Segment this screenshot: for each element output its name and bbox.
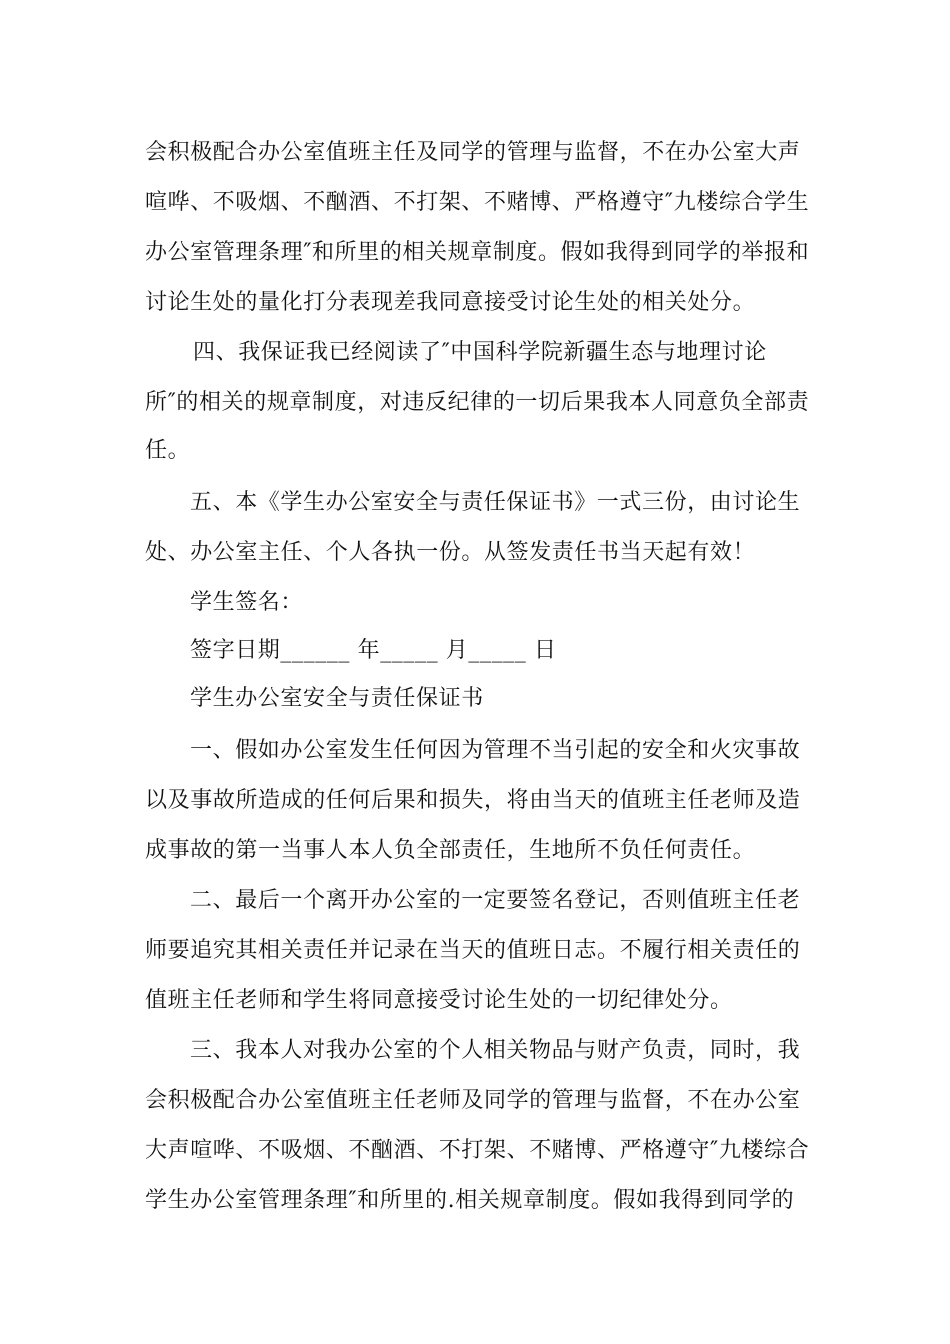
text-line: 讨论生处的量化打分表现差我同意接受讨论生处的相关处分。 xyxy=(145,290,756,315)
text-line: 学生办公室管理条理″和所里的.相关规章制度。假如我得到同学的 xyxy=(145,1188,795,1213)
text-line: 处、办公室主任、个人各执一份。从签发责任书当天起有效！ xyxy=(145,540,756,565)
text-line: 所″的相关的规章制度，对违反纪律的一切后果我本人同意负全部责 xyxy=(145,390,810,415)
text-line: 四、我保证我已经阅读了″中国科学院新疆生态与地理讨论 xyxy=(193,340,767,365)
text-line: 三、我本人对我办公室的个人相关物品与财产负责，同时，我 xyxy=(190,1038,801,1063)
text-line: 一、假如办公室发生任何因为管理不当引起的安全和火灾事故 xyxy=(190,738,801,763)
text-line: 喧哗、不吸烟、不酗酒、不打架、不赌博、严格遵守″九楼综合学生 xyxy=(145,190,810,215)
section-title: 学生办公室安全与责任保证书 xyxy=(190,686,484,711)
text-line: 二、最后一个离开办公室的一定要签名登记，否则值班主任老 xyxy=(190,888,801,913)
text-line: 值班主任老师和学生将同意接受讨论生处的一切纪律处分。 xyxy=(145,988,733,1013)
text-line: 会积极配合办公室值班主任及同学的管理与监督，不在办公室大声 xyxy=(145,140,801,165)
text-line: 会积极配合办公室值班主任老师及同学的管理与监督，不在办公室 xyxy=(145,1088,801,1113)
text-line: 成事故的第一当事人本人负全部责任，生地所不负任何责任。 xyxy=(145,838,756,863)
text-line: 任。 xyxy=(145,438,191,463)
text-line: 大声喧哗、不吸烟、不酗酒、不打架、不赌博、严格遵守″九楼综合 xyxy=(145,1138,810,1163)
text-line: 五、本《学生办公室安全与责任保证书》一式三份，由讨论生 xyxy=(190,490,801,515)
date-line: 签字日期______ 年_____ 月_____ 日 xyxy=(190,638,557,663)
text-line: 办公室管理条理″和所里的相关规章制度。假如我得到同学的举报和 xyxy=(145,240,810,265)
signature-label: 学生签名： xyxy=(190,590,304,615)
text-line: 以及事故所造成的任何后果和损失，将由当天的值班主任老师及造 xyxy=(145,788,801,813)
text-line: 师要追究其相关责任并记录在当天的值班日志。不履行相关责任的 xyxy=(145,938,801,963)
